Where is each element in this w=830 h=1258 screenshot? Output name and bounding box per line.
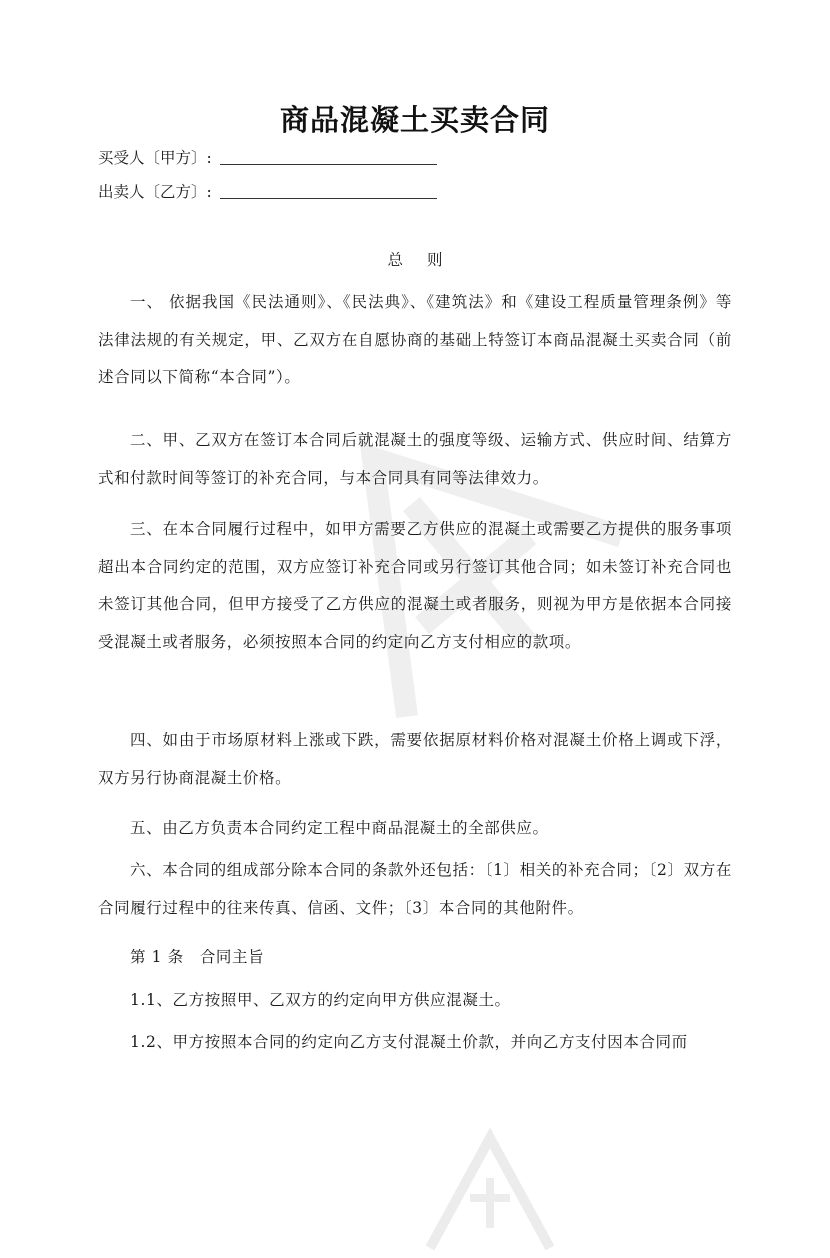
seller-label: 出卖人〔乙方〕:	[98, 183, 212, 201]
buyer-blank-line	[220, 163, 437, 165]
buyer-party-row	[98, 146, 437, 168]
clause-5: 五、由乙方负责本合同约定工程中商品混凝土的全部供应。	[130, 819, 549, 837]
section-heading-text: 总则	[387, 251, 467, 269]
article-1-heading: 第 1 条 合同主旨	[130, 948, 265, 966]
watermark-logo-bottom-icon	[420, 1118, 560, 1258]
seller-party-row	[98, 180, 437, 202]
article-1-1: 1.1、乙方按照甲、乙双方的约定向甲方供应混凝土。	[130, 991, 511, 1009]
clause-2: 二、甲、乙双方在签订本合同后就混凝土的强度等级、运输方式、供应时间、结算方式和付款时间等签订的补充合同，与本合同具有同等法律效力。	[98, 431, 732, 487]
document-title: 商品混凝土买卖合同	[279, 103, 550, 137]
clause-4: 四、如由于市场原材料上涨或下跌，需要依据原材料价格对混凝土价格上调或下浮，双方另行协商混凝土价格。	[98, 731, 732, 787]
article-1-2: 1.2、甲方按照本合同的约定向乙方支付混凝土价款，并向乙方支付因本合同而	[130, 1033, 688, 1051]
seller-blank-line	[220, 197, 437, 199]
buyer-label: 买受人〔甲方〕:	[98, 149, 212, 167]
section-heading	[0, 248, 830, 270]
clause-6: 六、本合同的组成部分除本合同的条款外还包括：〔1〕相关的补充合同；〔2〕双方在合同履行过程中的往来传真、信函、文件；〔3〕本合同的其他附件。	[98, 861, 732, 917]
clause-1: 一、 依据我国《民法通则》、《民法典》、《建筑法》和《建设工程质量管理条例》等法律法规的有关规定，甲、乙双方在自愿协商的基础上特签订本商品混凝土买卖合同（前述合同以下简称“本合同”）。	[98, 293, 732, 386]
clause-3: 三、在本合同履行过程中，如甲方需要乙方供应的混凝土或需要乙方提供的服务事项超出本合同约定的范围，双方应签订补充合同或另行签订其他合同；如未签订补充合同也未签订其他合同，但甲方接受了乙方供应的混凝土或者服务，则视为甲方是依据本合同接受混凝土或者服务，必须按照本合同的约定向乙方支付相应的款项。	[98, 520, 732, 651]
